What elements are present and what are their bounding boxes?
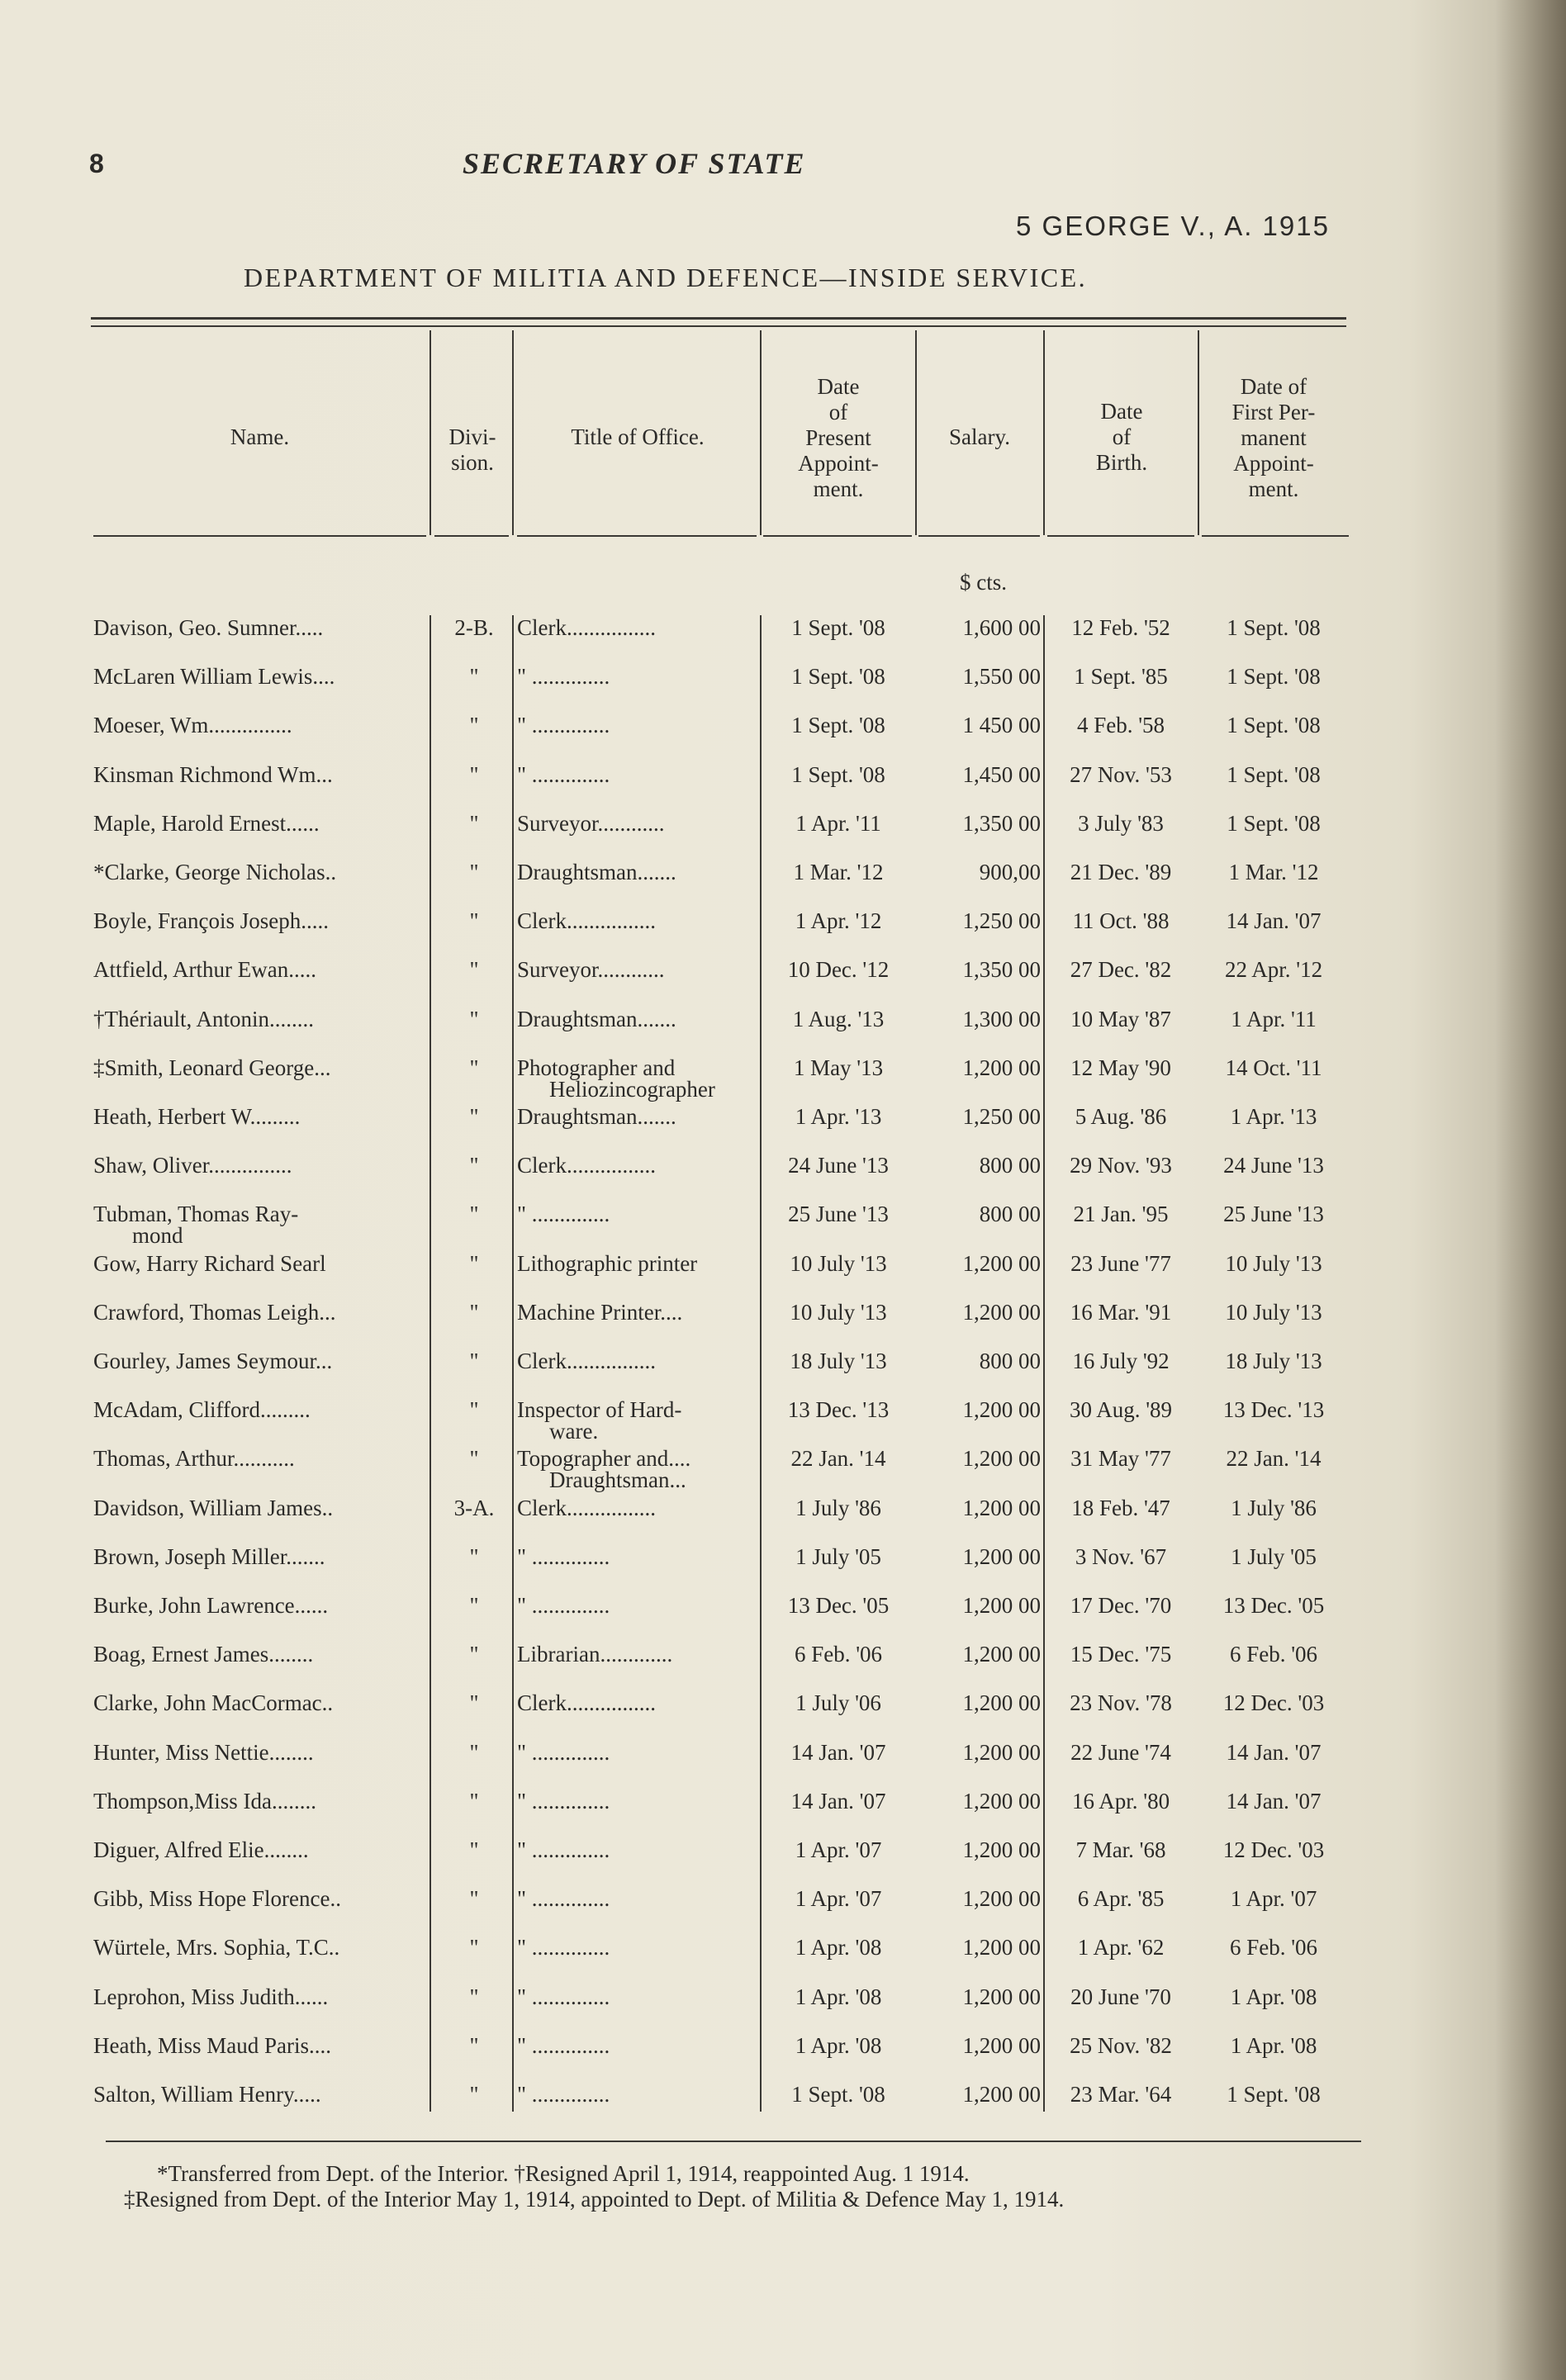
birth-date: 20 June '70 bbox=[1070, 1984, 1171, 2009]
table-row bbox=[0, 1837, 1566, 1885]
present-appointment-date: 1 Sept. '08 bbox=[791, 664, 885, 690]
office-title: Surveyor............ bbox=[517, 810, 665, 836]
division: " bbox=[469, 1299, 479, 1325]
table-row bbox=[0, 1007, 1566, 1055]
table-row bbox=[0, 615, 1566, 663]
employee-name-continued: mond bbox=[132, 1223, 183, 1249]
office-title: " .............. bbox=[517, 1984, 610, 2009]
first-appointment-date: 24 June '13 bbox=[1223, 1153, 1324, 1178]
salary: 1,200 00 bbox=[962, 1543, 1041, 1569]
birth-date: 23 Mar. '64 bbox=[1070, 2082, 1172, 2107]
employee-name: Attfield, Arthur Ewan..... bbox=[93, 957, 316, 983]
hdr-rule bbox=[93, 535, 426, 537]
birth-date: 3 Nov. '67 bbox=[1075, 1543, 1167, 1569]
salary: 800 00 bbox=[979, 1202, 1041, 1227]
salary: 1,550 00 bbox=[962, 664, 1041, 690]
salary: 1,200 00 bbox=[962, 1055, 1041, 1080]
salary: 800 00 bbox=[979, 1153, 1041, 1178]
present-appointment-date: 1 Sept. '08 bbox=[791, 615, 885, 640]
office-title: " .............. bbox=[517, 1935, 610, 1960]
top-rule bbox=[91, 317, 1346, 320]
salary: 1,200 00 bbox=[962, 2032, 1041, 2058]
office-title: Surveyor............ bbox=[517, 957, 665, 983]
office-title: Draughtsman....... bbox=[517, 860, 676, 884]
birth-date: 17 Dec. '70 bbox=[1070, 1593, 1172, 1618]
present-appointment-date: 1 Sept. '08 bbox=[791, 713, 885, 738]
birth-date: 21 Jan. '95 bbox=[1073, 1202, 1169, 1227]
header-title: Title of Office. bbox=[571, 424, 705, 449]
birth-date: 16 Mar. '91 bbox=[1070, 1299, 1172, 1325]
office-title: Draughtsman....... bbox=[517, 1006, 676, 1031]
first-appointment-date: 1 Sept. '08 bbox=[1227, 713, 1321, 738]
birth-date: 23 Nov. '78 bbox=[1070, 1690, 1172, 1716]
present-appointment-date: 14 Jan. '07 bbox=[790, 1739, 886, 1765]
office-title: " .............. bbox=[517, 1837, 610, 1862]
table-row bbox=[0, 1935, 1566, 1983]
first-appointment-date: 14 Jan. '07 bbox=[1226, 1788, 1322, 1813]
bottom-rule bbox=[106, 2141, 1361, 2142]
office-title: Clerk................ bbox=[517, 1495, 656, 1520]
table-row bbox=[0, 2033, 1566, 2081]
salary: 1,200 00 bbox=[962, 1739, 1041, 1765]
salary: 1,200 00 bbox=[962, 1446, 1041, 1472]
salary: 1,200 00 bbox=[962, 1788, 1041, 1813]
hdr-rule bbox=[434, 535, 509, 537]
division: " bbox=[469, 664, 479, 690]
present-appointment-date: 22 Jan. '14 bbox=[790, 1446, 886, 1472]
division: " bbox=[469, 761, 479, 787]
birth-date: 29 Nov. '93 bbox=[1070, 1153, 1172, 1178]
employee-name: McAdam, Clifford......... bbox=[93, 1397, 311, 1423]
birth-date: 16 Apr. '80 bbox=[1071, 1788, 1170, 1813]
first-appointment-date: 1 Sept. '08 bbox=[1227, 2082, 1321, 2107]
division: " bbox=[469, 1543, 479, 1569]
present-appointment-date: 1 Sept. '08 bbox=[791, 2082, 885, 2107]
salary: 1,350 00 bbox=[962, 810, 1041, 836]
running-head: SECRETARY OF STATE bbox=[463, 147, 806, 180]
employee-name: Burke, John Lawrence...... bbox=[93, 1593, 329, 1618]
division: " bbox=[469, 2082, 479, 2107]
birth-date: 16 July '92 bbox=[1072, 1349, 1170, 1373]
top-rule-thin bbox=[91, 325, 1346, 327]
division: " bbox=[469, 1250, 479, 1276]
col-rule-1 bbox=[429, 330, 431, 535]
table-row bbox=[0, 1984, 1566, 2032]
office-title: Clerk................ bbox=[517, 615, 656, 640]
first-appointment-date: 1 Sept. '08 bbox=[1227, 810, 1321, 836]
table-row bbox=[0, 664, 1566, 712]
present-appointment-date: 25 June '13 bbox=[788, 1202, 889, 1227]
salary: 1,200 00 bbox=[962, 1690, 1041, 1716]
birth-date: 27 Nov. '53 bbox=[1070, 761, 1172, 787]
department-title: DEPARTMENT OF MILITIA AND DEFENCE—INSIDE SERVICE. bbox=[244, 263, 1088, 292]
header-birth bbox=[1045, 399, 1198, 476]
present-appointment-date: 18 July '13 bbox=[790, 1349, 887, 1373]
first-appointment-date: 18 July '13 bbox=[1225, 1349, 1322, 1373]
office-title: " .............. bbox=[517, 1593, 610, 1618]
first-appointment-date: 6 Feb. '06 bbox=[1229, 1642, 1318, 1667]
present-appointment-date: 1 Aug. '13 bbox=[792, 1006, 885, 1031]
header-line: of bbox=[1112, 424, 1132, 449]
birth-date: 21 Dec. '89 bbox=[1070, 860, 1172, 884]
first-appointment-date: 12 Dec. '03 bbox=[1222, 1690, 1325, 1716]
header-line: Appoint- bbox=[1233, 451, 1314, 476]
header-division-line: sion. bbox=[451, 450, 494, 475]
first-appointment-date: 1 Sept. '08 bbox=[1227, 761, 1321, 787]
office-title: Inspector of Hard- bbox=[517, 1397, 682, 1423]
employee-name: Heath, Herbert W......... bbox=[93, 1104, 301, 1129]
header-line: Present bbox=[805, 425, 871, 450]
present-appointment-date: 1 May '13 bbox=[793, 1055, 884, 1080]
division: 2-B. bbox=[454, 615, 494, 640]
division: " bbox=[469, 1349, 479, 1373]
footnote-1: *Transferred from Dept. of the Interior. †Resigned April 1, 1914, reappointed Aug. 1 1914. bbox=[157, 2161, 970, 2186]
division: " bbox=[469, 1935, 479, 1960]
office-title: " .............. bbox=[517, 713, 610, 738]
table-row bbox=[0, 1690, 1566, 1738]
present-appointment-date: 14 Jan. '07 bbox=[790, 1788, 886, 1813]
birth-date: 30 Aug. '89 bbox=[1069, 1397, 1173, 1423]
birth-date: 27 Dec. '82 bbox=[1070, 957, 1172, 983]
table-row bbox=[0, 1104, 1566, 1152]
salary: 1,200 00 bbox=[962, 1299, 1041, 1325]
employee-name: Davison, Geo. Sumner..... bbox=[93, 615, 324, 640]
present-appointment-date: 13 Dec. '05 bbox=[787, 1593, 890, 1618]
present-appointment-date: 1 Apr. '08 bbox=[795, 1935, 882, 1960]
division: " bbox=[469, 2032, 479, 2058]
birth-date: 3 July '83 bbox=[1078, 810, 1164, 836]
first-appointment-date: 14 Oct. '11 bbox=[1225, 1055, 1322, 1080]
present-appointment-date: 1 Apr. '13 bbox=[795, 1104, 882, 1129]
division: " bbox=[469, 1837, 479, 1862]
birth-date: 31 May '77 bbox=[1070, 1446, 1171, 1472]
division: " bbox=[469, 1006, 479, 1031]
table-row bbox=[0, 1789, 1566, 1837]
first-appointment-date: 1 Apr. '07 bbox=[1230, 1886, 1317, 1912]
salary: 1,200 00 bbox=[962, 1593, 1041, 1618]
hdr-rule bbox=[763, 535, 912, 537]
birth-date: 12 May '90 bbox=[1070, 1055, 1171, 1080]
division: " bbox=[469, 957, 479, 983]
first-appointment-date: 10 July '13 bbox=[1225, 1299, 1322, 1325]
first-appointment-date: 1 Apr. '13 bbox=[1230, 1104, 1317, 1129]
office-title: " .............. bbox=[517, 2082, 610, 2107]
division: " bbox=[469, 810, 479, 836]
employee-name: Moeser, Wm............... bbox=[93, 713, 292, 738]
table-row bbox=[0, 1544, 1566, 1592]
header-line: First Per- bbox=[1231, 400, 1316, 424]
present-appointment-date: 1 Apr. '07 bbox=[795, 1837, 882, 1862]
office-title: " .............. bbox=[517, 1202, 610, 1227]
page-number: 8 bbox=[89, 149, 104, 178]
col-rule-2 bbox=[512, 330, 514, 535]
employee-name: Salton, William Henry..... bbox=[93, 2082, 321, 2107]
office-title: " .............. bbox=[517, 761, 610, 787]
first-appointment-date: 22 Jan. '14 bbox=[1226, 1446, 1322, 1472]
table-row bbox=[0, 1202, 1566, 1249]
division: " bbox=[469, 1739, 479, 1765]
office-title: Clerk................ bbox=[517, 1349, 656, 1373]
salary: 1,200 00 bbox=[962, 1397, 1041, 1423]
employee-name: Hunter, Miss Nettie........ bbox=[93, 1739, 314, 1765]
present-appointment-date: 10 July '13 bbox=[790, 1299, 887, 1325]
header-present-appointment bbox=[762, 374, 915, 502]
header-line: Birth. bbox=[1095, 450, 1148, 475]
salary: 1,200 00 bbox=[962, 1886, 1041, 1912]
table-row bbox=[0, 957, 1566, 1005]
employee-name: *Clarke, George Nicholas.. bbox=[93, 860, 337, 884]
present-appointment-date: 1 Apr. '08 bbox=[795, 2032, 882, 2058]
salary: 1,200 00 bbox=[962, 1642, 1041, 1667]
present-appointment-date: 13 Dec. '13 bbox=[787, 1397, 890, 1423]
table-row bbox=[0, 713, 1566, 761]
first-appointment-date: 1 Sept. '08 bbox=[1227, 615, 1321, 640]
header-line: manent bbox=[1241, 425, 1307, 450]
birth-date: 11 Oct. '88 bbox=[1072, 908, 1170, 934]
division: " bbox=[469, 713, 479, 738]
office-title: " .............. bbox=[517, 1788, 610, 1813]
salary: 1,450 00 bbox=[962, 761, 1041, 787]
birth-date: 1 Sept. '85 bbox=[1074, 664, 1168, 690]
salary: 1,300 00 bbox=[962, 1006, 1041, 1031]
division: " bbox=[469, 1984, 479, 2009]
hdr-rule bbox=[1202, 535, 1349, 537]
header-name: Name. bbox=[230, 424, 290, 449]
salary: 800 00 bbox=[979, 1349, 1041, 1373]
table-row bbox=[0, 1496, 1566, 1543]
division: " bbox=[469, 1593, 479, 1618]
division: " bbox=[469, 908, 479, 934]
birth-date: 4 Feb. '58 bbox=[1076, 713, 1165, 738]
header-salary: Salary. bbox=[949, 424, 1010, 449]
present-appointment-date: 1 July '06 bbox=[795, 1690, 881, 1716]
birth-date: 6 Apr. '85 bbox=[1077, 1886, 1165, 1912]
first-appointment-date: 1 July '05 bbox=[1231, 1543, 1317, 1569]
office-title: Photographer and bbox=[517, 1055, 676, 1080]
office-title: Clerk................ bbox=[517, 1153, 656, 1178]
salary: 1,200 00 bbox=[962, 1250, 1041, 1276]
table-row bbox=[0, 1300, 1566, 1348]
salary: 1,200 00 bbox=[962, 1935, 1041, 1960]
salary: 1,200 00 bbox=[962, 1837, 1041, 1862]
division: " bbox=[469, 1788, 479, 1813]
hdr-rule bbox=[918, 535, 1040, 537]
session-label: 5 GEORGE V., A. 1915 bbox=[1016, 211, 1330, 241]
first-appointment-date: 1 Apr. '11 bbox=[1231, 1006, 1317, 1031]
present-appointment-date: 10 Dec. '12 bbox=[787, 957, 890, 983]
office-title-continued: Draughtsman... bbox=[549, 1467, 686, 1493]
first-appointment-date: 22 Apr. '12 bbox=[1224, 957, 1323, 983]
table-row bbox=[0, 1251, 1566, 1299]
office-title: " .............. bbox=[517, 2032, 610, 2058]
division: " bbox=[469, 1153, 479, 1178]
birth-date: 25 Nov. '82 bbox=[1070, 2032, 1172, 2058]
employee-name: Gow, Harry Richard Searl bbox=[93, 1250, 326, 1276]
hdr-rule bbox=[517, 535, 757, 537]
present-appointment-date: 1 July '86 bbox=[795, 1495, 881, 1520]
present-appointment-date: 1 Apr. '12 bbox=[795, 908, 882, 934]
salary: 1,200 00 bbox=[962, 1984, 1041, 2009]
employee-name: Maple, Harold Ernest...... bbox=[93, 810, 320, 836]
present-appointment-date: 1 Mar. '12 bbox=[793, 860, 884, 884]
table-row bbox=[0, 2082, 1566, 2130]
employee-name: Diguer, Alfred Elie........ bbox=[93, 1837, 309, 1862]
first-appointment-date: 1 Sept. '08 bbox=[1227, 664, 1321, 690]
table-row bbox=[0, 1055, 1566, 1103]
salary: 1,600 00 bbox=[962, 615, 1041, 640]
division: " bbox=[469, 1104, 479, 1129]
employee-name: Crawford, Thomas Leigh... bbox=[93, 1299, 336, 1325]
employee-name: Kinsman Richmond Wm... bbox=[93, 761, 333, 787]
first-appointment-date: 6 Feb. '06 bbox=[1229, 1935, 1318, 1960]
table-row bbox=[0, 1397, 1566, 1445]
table-row bbox=[0, 860, 1566, 908]
header-line: Appoint- bbox=[798, 451, 879, 476]
office-title: Machine Printer.... bbox=[517, 1299, 683, 1325]
employee-name: Boyle, François Joseph..... bbox=[93, 908, 329, 934]
present-appointment-date: 1 Sept. '08 bbox=[791, 761, 885, 787]
division: " bbox=[469, 860, 479, 884]
header-division-line: Divi- bbox=[448, 424, 496, 449]
header-line: Date bbox=[1100, 399, 1143, 424]
employee-name: Gourley, James Seymour... bbox=[93, 1349, 333, 1373]
office-title: Topographer and.... bbox=[517, 1446, 691, 1472]
employee-name: Leprohon, Miss Judith...... bbox=[93, 1984, 329, 2009]
table-row bbox=[0, 1642, 1566, 1690]
header-first-appointment bbox=[1199, 374, 1348, 502]
salary: 1,200 00 bbox=[962, 2082, 1041, 2107]
present-appointment-date: 24 June '13 bbox=[788, 1153, 889, 1178]
header-line: ment. bbox=[1248, 476, 1299, 501]
table-row bbox=[0, 908, 1566, 956]
salary: 1 450 00 bbox=[962, 713, 1041, 738]
first-appointment-date: 14 Jan. '07 bbox=[1226, 1739, 1322, 1765]
table-row bbox=[0, 811, 1566, 859]
table-row bbox=[0, 1886, 1566, 1934]
first-appointment-date: 12 Dec. '03 bbox=[1222, 1837, 1325, 1862]
present-appointment-date: 1 Apr. '07 bbox=[795, 1886, 882, 1912]
employee-name: Clarke, John MacCormac.. bbox=[93, 1690, 334, 1716]
employee-name: Davidson, William James.. bbox=[93, 1495, 334, 1520]
table-row bbox=[0, 762, 1566, 810]
table-row bbox=[0, 1740, 1566, 1788]
office-title: Clerk................ bbox=[517, 1690, 656, 1716]
table-row bbox=[0, 1593, 1566, 1641]
employee-name: Brown, Joseph Miller....... bbox=[93, 1543, 325, 1569]
salary: 1,350 00 bbox=[962, 957, 1041, 983]
present-appointment-date: 1 Apr. '08 bbox=[795, 1984, 882, 2009]
birth-date: 15 Dec. '75 bbox=[1070, 1642, 1172, 1667]
salary: 1,200 00 bbox=[962, 1495, 1041, 1520]
office-title: " .............. bbox=[517, 664, 610, 690]
birth-date: 7 Mar. '68 bbox=[1075, 1837, 1166, 1862]
header-division bbox=[433, 424, 512, 476]
footnote-2: ‡Resigned from Dept. of the Interior May 1, 1914, appointed to Dept. of Militia & Defence May 1, 1914. bbox=[124, 2187, 1065, 2212]
first-appointment-date: 10 July '13 bbox=[1225, 1250, 1322, 1276]
office-title: " .............. bbox=[517, 1886, 610, 1912]
division: 3-A. bbox=[453, 1495, 495, 1520]
birth-date: 22 June '74 bbox=[1070, 1739, 1171, 1765]
division: " bbox=[469, 1202, 479, 1227]
first-appointment-date: 13 Dec. '13 bbox=[1222, 1397, 1325, 1423]
employee-name: Boag, Ernest James........ bbox=[93, 1642, 314, 1667]
employee-name: Gibb, Miss Hope Florence.. bbox=[93, 1886, 341, 1912]
hdr-rule bbox=[1047, 535, 1194, 537]
office-title: Librarian............. bbox=[517, 1642, 673, 1667]
employee-name: ‡Smith, Leonard George... bbox=[93, 1055, 331, 1080]
division: " bbox=[469, 1397, 479, 1423]
birth-date: 10 May '87 bbox=[1070, 1006, 1171, 1031]
birth-date: 1 Apr. '62 bbox=[1077, 1935, 1165, 1960]
division: " bbox=[469, 1446, 479, 1472]
header-line: of bbox=[828, 400, 848, 424]
header-line: ment. bbox=[813, 476, 864, 501]
table-row bbox=[0, 1446, 1566, 1494]
division: " bbox=[469, 1642, 479, 1667]
table-row bbox=[0, 1349, 1566, 1396]
office-title: Draughtsman....... bbox=[517, 1104, 676, 1129]
employee-name: Thompson,Miss Ida........ bbox=[93, 1788, 316, 1813]
salary: 900,00 bbox=[979, 860, 1041, 884]
birth-date: 23 June '77 bbox=[1070, 1250, 1171, 1276]
office-title-continued: Heliozincographer bbox=[549, 1076, 715, 1102]
division: " bbox=[469, 1886, 479, 1912]
table-row bbox=[0, 1153, 1566, 1201]
first-appointment-date: 14 Jan. '07 bbox=[1226, 908, 1322, 934]
birth-date: 5 Aug. '86 bbox=[1075, 1104, 1167, 1129]
office-title: Lithographic printer bbox=[517, 1250, 698, 1276]
employee-name: Thomas, Arthur........... bbox=[93, 1446, 295, 1472]
first-appointment-date: 1 July '86 bbox=[1231, 1495, 1317, 1520]
employee-name: McLaren William Lewis.... bbox=[93, 664, 335, 690]
first-appointment-date: 13 Dec. '05 bbox=[1222, 1593, 1325, 1618]
header-line: Date of bbox=[1240, 374, 1307, 399]
office-title-continued: ware. bbox=[549, 1419, 599, 1444]
employee-name: Tubman, Thomas Ray- bbox=[93, 1202, 299, 1227]
birth-date: 12 Feb. '52 bbox=[1071, 615, 1170, 640]
division: " bbox=[469, 1690, 479, 1716]
office-title: " .............. bbox=[517, 1739, 610, 1765]
birth-date: 18 Feb. '47 bbox=[1071, 1495, 1170, 1520]
division: " bbox=[469, 1055, 479, 1080]
first-appointment-date: 1 Mar. '12 bbox=[1228, 860, 1319, 884]
first-appointment-date: 1 Apr. '08 bbox=[1230, 2032, 1317, 2058]
present-appointment-date: 6 Feb. '06 bbox=[794, 1642, 883, 1667]
employee-name: Heath, Miss Maud Paris.... bbox=[93, 2032, 331, 2058]
first-appointment-date: 25 June '13 bbox=[1223, 1202, 1324, 1227]
employee-name: †Thériault, Antonin........ bbox=[93, 1006, 314, 1031]
present-appointment-date: 10 July '13 bbox=[790, 1250, 887, 1276]
employee-name: Würtele, Mrs. Sophia, T.C.. bbox=[93, 1935, 340, 1960]
salary: 1,250 00 bbox=[962, 908, 1041, 934]
header-line: Date bbox=[817, 374, 860, 399]
employee-name: Shaw, Oliver............... bbox=[93, 1153, 292, 1178]
office-title: Clerk................ bbox=[517, 908, 656, 934]
present-appointment-date: 1 Apr. '11 bbox=[795, 810, 881, 836]
present-appointment-date: 1 July '05 bbox=[795, 1543, 881, 1569]
salary: 1,250 00 bbox=[962, 1104, 1041, 1129]
salary-units: $ cts. bbox=[960, 570, 1007, 595]
first-appointment-date: 1 Apr. '08 bbox=[1230, 1984, 1317, 2009]
office-title: " .............. bbox=[517, 1543, 610, 1569]
